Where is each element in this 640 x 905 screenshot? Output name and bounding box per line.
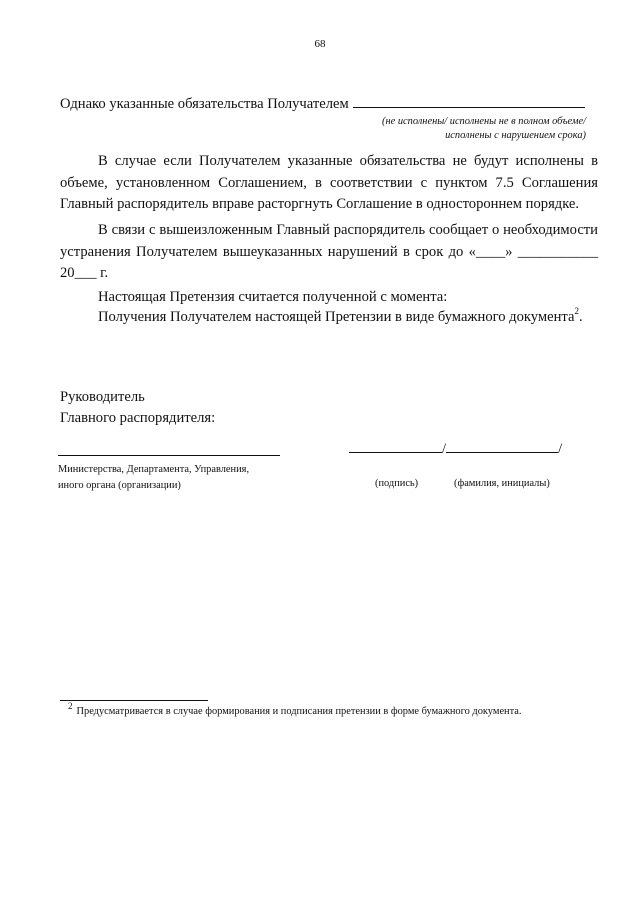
receipt-method-text: Получения Получателем настоящей Претензии в виде бумажного документа bbox=[98, 309, 575, 325]
receipt-method-end: . bbox=[578, 309, 583, 325]
footnote-reference: 2 bbox=[574, 306, 579, 317]
footnote-text: Предусматривается в случае формирования и подписания претензии в форме бумажного документа. bbox=[76, 706, 522, 717]
organization-caption-line2: иного органа (организации) bbox=[58, 480, 181, 491]
signatory-title-line2: Главного распорядителя: bbox=[60, 410, 216, 426]
obligations-line bbox=[60, 94, 598, 116]
footnote-divider bbox=[60, 700, 208, 701]
page-number: 68 bbox=[314, 38, 326, 50]
obligations-status-blank[interactable] bbox=[353, 94, 585, 108]
name-blank[interactable] bbox=[446, 438, 558, 453]
deadline-paragraph: В связи с вышеизложенным Главный распорядитель сообщает о необходимости устранения Получателем вышеуказанных нарушений в срок до «____» ___________ 20___ г. bbox=[60, 222, 598, 282]
receipt-paragraph: Настоящая Претензия считается полученной с момента: bbox=[98, 289, 448, 305]
signature-caption: (подпись) bbox=[375, 478, 419, 489]
signature-blanks bbox=[349, 438, 562, 458]
signatory-title-line1: Руководитель bbox=[60, 389, 145, 405]
name-caption: (фамилия, инициалы) bbox=[454, 478, 550, 489]
organization-blank[interactable] bbox=[58, 455, 280, 456]
footnote-mark: 2 bbox=[68, 700, 73, 711]
obligations-label: Однако указанные обязательства Получателем bbox=[60, 96, 349, 112]
receipt-method-paragraph bbox=[60, 307, 598, 329]
signature-blank[interactable] bbox=[349, 438, 442, 453]
organization-caption-line1: Министерства, Департамента, Управления, bbox=[58, 464, 250, 475]
footnote bbox=[68, 700, 522, 717]
obligations-hint-line2: исполнены с нарушением срока) bbox=[445, 130, 586, 141]
signature-slash-2: / bbox=[558, 441, 563, 457]
signature-slash-1: / bbox=[442, 441, 447, 457]
obligations-hint-line1: (не исполнены/ исполнены не в полном объеме/ bbox=[382, 116, 586, 127]
termination-paragraph: В случае если Получателем указанные обязательства не будут исполнены в объеме, установленном Соглашением, в соответствии с пунктом 7.5 Соглашения Главный распорядитель вправе расторгнуть Соглашение в одностороннем порядке. bbox=[60, 153, 598, 213]
